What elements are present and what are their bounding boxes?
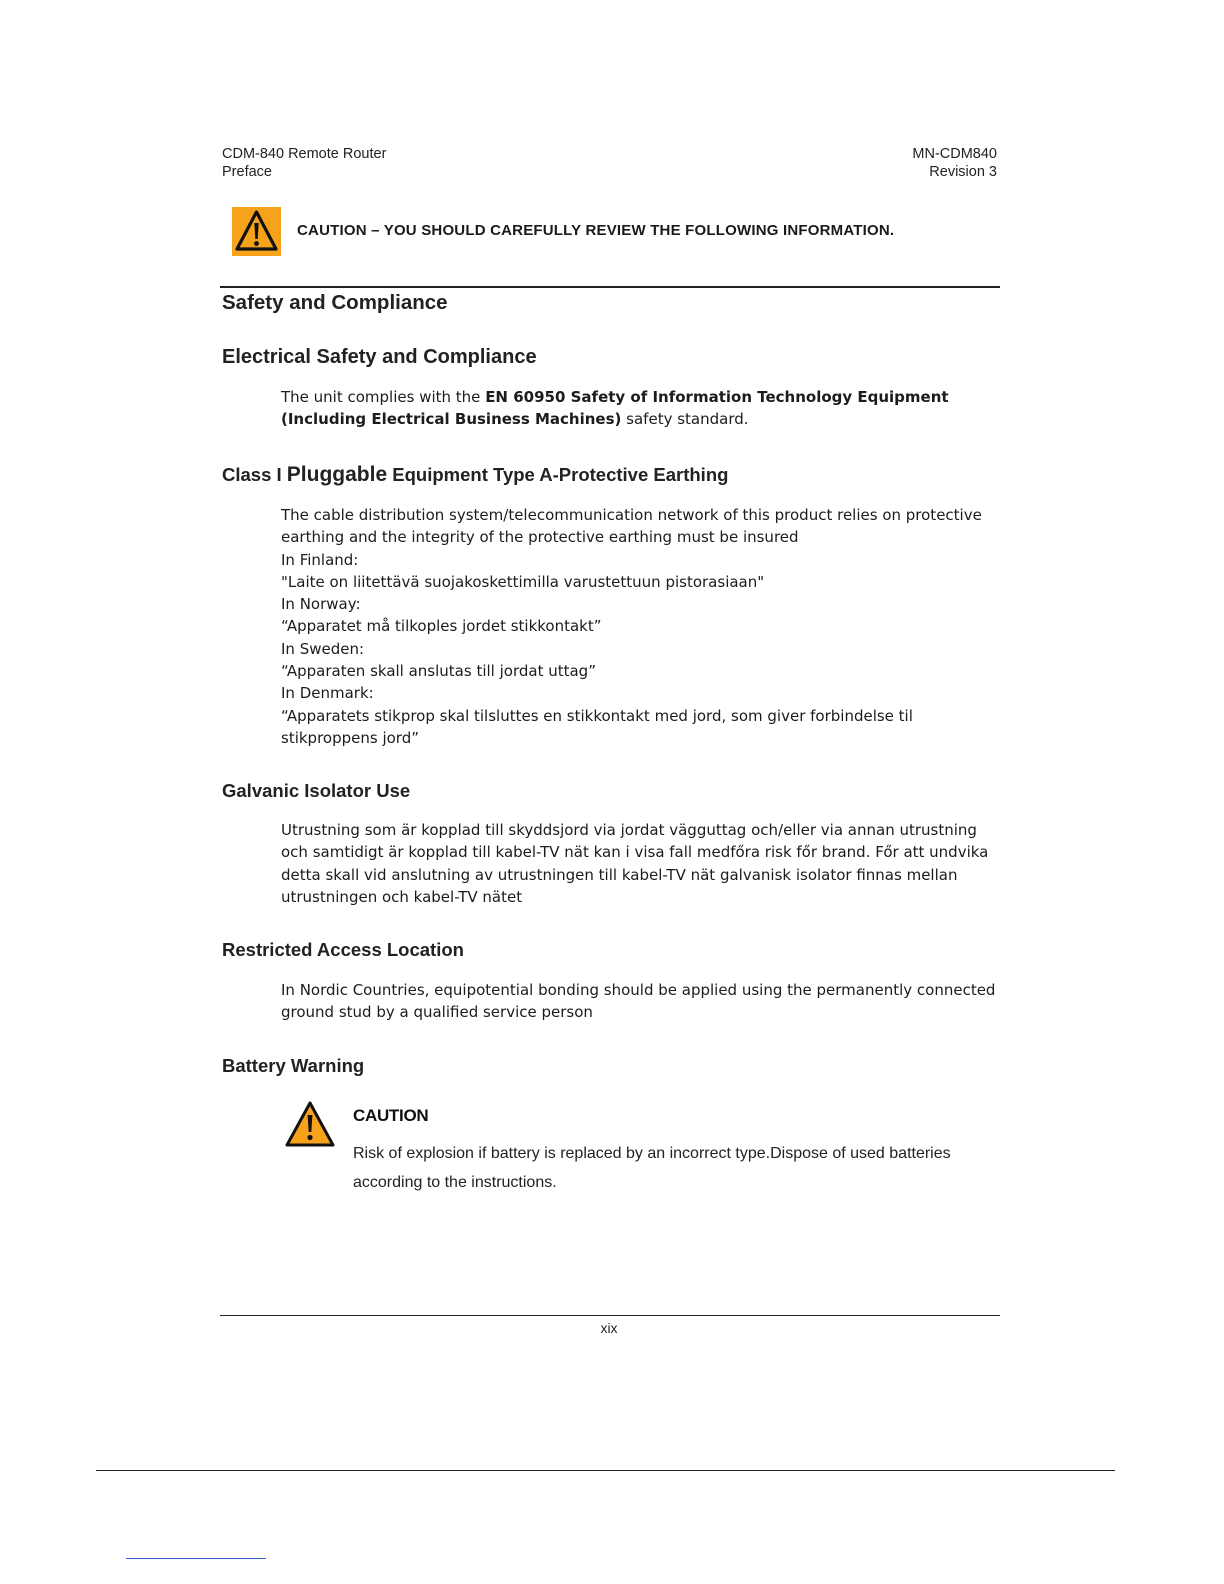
- running-header-left: [222, 145, 386, 181]
- warning-triangle-icon: [284, 1100, 336, 1153]
- electrical-paragraph: [281, 386, 1001, 431]
- restricted-text: In Nordic Countries, equipotential bonding should be applied using the permanently connected ground stud by a qualified service person: [281, 981, 996, 1022]
- class1-line: In Norway:: [281, 595, 361, 614]
- galvanic-text: Utrustning som är kopplad till skyddsjord via jordat vägguttag och/eller via annan utrustning och samtidigt är kopplad till kabel-TV nät kan i visa fall medfőra risk főr brand. Főr att undvika detta skall vid anslutning av utrustningen till kabel-TV nät galvanisk isolator finnas mellan utrustningen och kabel-TV nätet: [281, 821, 989, 906]
- warning-triangle-icon: [232, 207, 281, 256]
- class1-body: [281, 504, 1001, 749]
- battery-caution-label: CAUTION: [353, 1106, 429, 1125]
- bottom-rule: [96, 1470, 1115, 1471]
- class1-line: In Sweden:: [281, 639, 365, 658]
- doc-title: CDM-840 Remote Router: [222, 146, 387, 162]
- revision: Revision 3: [929, 164, 997, 180]
- class1-line: "Laite on liitettävä suojakoskettimilla varustettuun pistorasiaan": [281, 572, 765, 591]
- class1-heading-part1: Class I: [222, 464, 287, 485]
- class1-line: “Apparaten skall anslutas till jordat uttag”: [281, 662, 596, 681]
- doc-number: MN-CDM840: [912, 146, 997, 162]
- class1-line: The cable distribution system/telecommunication network of this product relies on protective earthing and the integrity of the protective earthing must be insured: [281, 506, 982, 547]
- galvanic-heading: Galvanic Isolator Use: [222, 780, 411, 801]
- electrical-text-suffix: safety standard.: [621, 410, 749, 429]
- class1-heading-part2: Pluggable: [286, 463, 388, 486]
- section-name: Preface: [222, 164, 272, 180]
- running-header-right: [912, 145, 997, 181]
- class1-line: In Denmark:: [281, 684, 374, 703]
- electrical-text-prefix: The unit complies with the: [281, 388, 486, 406]
- battery-caution-text: Risk of explosion if battery is replaced by an incorrect type.Dispose of used batteries according to the instructions.: [353, 1145, 951, 1191]
- section-title: Safety and Compliance: [222, 291, 448, 314]
- link-underline: [126, 1558, 266, 1559]
- class1-line: In Finland:: [281, 550, 359, 569]
- class1-line: “Apparatet må tilkoples jordet stikkontakt”: [281, 617, 602, 636]
- footer-divider: [220, 1315, 1000, 1316]
- caution-banner-text: CAUTION – YOU SHOULD CAREFULLY REVIEW THE FOLLOWING INFORMATION.: [297, 222, 895, 239]
- page-number: xix: [600, 1320, 618, 1336]
- section-divider: [220, 286, 1000, 288]
- galvanic-paragraph: [281, 819, 1001, 908]
- restricted-paragraph: [281, 979, 1001, 1024]
- electrical-heading: Electrical Safety and Compliance: [222, 346, 537, 368]
- restricted-heading: Restricted Access Location: [222, 939, 464, 960]
- electrical-standard-name: EN 60950 Safety of Information Technology Equipment (Including Electrical Business Machines): [281, 388, 949, 429]
- class1-line: “Apparatets stikprop skal tilsluttes en stikkontakt med jord, som giver forbindelse til stikproppens jord”: [281, 706, 913, 747]
- class1-heading: [222, 463, 728, 487]
- battery-heading: Battery Warning: [222, 1055, 365, 1076]
- class1-heading-part3: Equipment Type A-Protective Earthing: [387, 464, 729, 485]
